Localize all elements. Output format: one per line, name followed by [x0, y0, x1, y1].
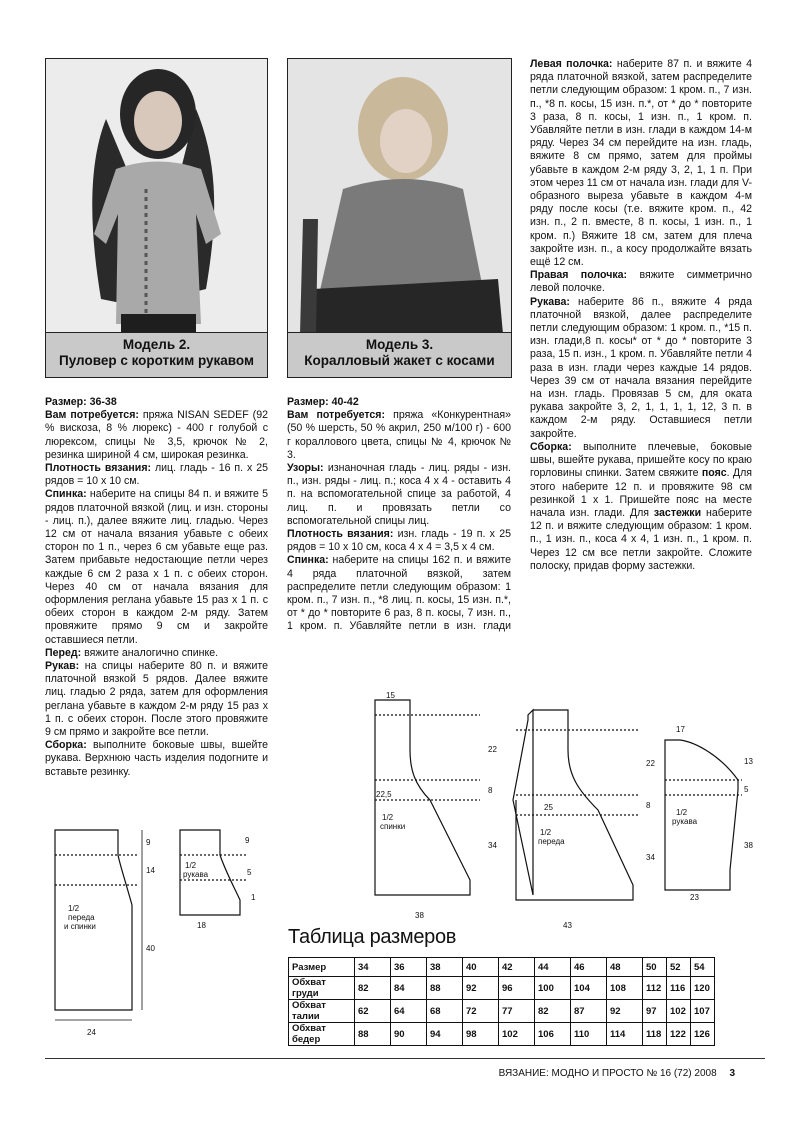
model-3-sleeve-dim-5: 5	[744, 785, 749, 794]
size-table-cell: 82	[355, 977, 391, 1000]
size-table-cell: 92	[463, 977, 499, 1000]
model-3-back-dim-22: 22	[488, 745, 497, 754]
model-2-body-label-1: 1/2	[68, 904, 80, 913]
size-table-cell: 116	[667, 977, 691, 1000]
model-3-assembly-label: Сборка:	[530, 440, 572, 453]
model-3-title: Коралловый жакет с косами	[304, 353, 495, 368]
size-table-header-cell: 38	[427, 958, 463, 977]
model-3-front-dim-8: 8	[646, 801, 651, 810]
model-3-assembly-text-3: наберите 12 п. и вяжите следующим образом: 1 кром. п., 1 изн. п., коса 4 х 4, 1 изн. п., 1 кром. п. Через 12 см все петли закройте. Сложите полоску, придав форму застежки.	[530, 506, 752, 572]
size-table-cell: 82	[535, 1000, 571, 1023]
size-table-cell: 112	[643, 977, 667, 1000]
model-2-need-text: пряжа NISAN SEDEF (92 % вискоза, 8 % люрекс) - 400 г голубой с люрексом, спицы № 3,5, крючок № 2, резинка шириной 4 см, широкая резинка.	[45, 409, 268, 461]
size-table-row-label: Обхват груди	[289, 977, 355, 1000]
size-table-cell: 110	[571, 1023, 607, 1046]
model-2-density-label: Плотность вязания:	[45, 462, 152, 475]
model-3-instructions-part1	[287, 396, 511, 634]
model-2-sleeve-dim-mid: 5	[247, 868, 252, 877]
model-3-front-dim-25: 25	[544, 803, 553, 812]
size-table-cell: 102	[499, 1023, 535, 1046]
size-table-cell: 96	[499, 977, 535, 1000]
size-table-cell: 106	[535, 1023, 571, 1046]
model-3-patterns-text: изнаночная гладь - лиц. ряды - изн. п., изн. ряды - лиц. п.; коса 4 х 4 - оставить 4 п. на вспомогательной спице за работой, 4 лиц. п. и провязать петли со вспомогательной спицы лиц.	[287, 462, 511, 527]
size-table-header-row	[289, 958, 715, 977]
model-3-caption	[287, 333, 512, 378]
size-table-cell: 84	[391, 977, 427, 1000]
size-table-header-cell: 36	[391, 958, 427, 977]
size-table-cell: 118	[643, 1023, 667, 1046]
model-2-density-text: лиц. гладь - 16 п. х 25 рядов = 10 х 10 см.	[45, 462, 268, 488]
size-table-cell: 102	[667, 1000, 691, 1023]
size-table-header-cell: 40	[463, 958, 499, 977]
model-3-back-label-1: 1/2	[382, 813, 394, 822]
model-2-title: Пуловер с коротким рукавом	[59, 353, 254, 368]
model-3-back-label: Спинка:	[287, 554, 329, 567]
model-2-front-label: Перед:	[45, 646, 82, 659]
model-3-density-text: изн. гладь - 19 п. х 25 рядов = 10 х 10 см, коса 4 х 4 = 3,5 х 4 см.	[287, 528, 511, 554]
size-table-cell: 88	[427, 977, 463, 1000]
size-table-cell: 97	[643, 1000, 667, 1023]
size-table-cell: 114	[607, 1023, 643, 1046]
model-2-instructions	[45, 396, 268, 779]
size-table-cell: 98	[463, 1023, 499, 1046]
model-2-sleeve-label: Рукав:	[45, 660, 80, 673]
size-table-cell: 100	[535, 977, 571, 1000]
model-3-left-text: наберите 87 п. и вяжите 4 ряда платочной вязкой, затем распределите петли следующим образом: 1 кром. п., 7 изн. п., *8 п. косы, 15 изн. п.*, от * до * повторите 3 раза, 8 п. косы, 1 изн. п., 1 кром. п. Убавляйте петли в изн. глади в каждом 14-м ряду. Через 34 см перейдите на изн. гладь, вяжите 8 см прямо, затем для проймы убавьте в каждом 2-м ряду 3, 2, 1, 1 п. При этом через 11 см от начала изн. глади для V-образного выреза убавьте в каждом 4-м ряду после косы (т.е. вяжите кром. п., 42 изн. п., 2 п. вместе, 8 п. косы, 1 изн. п., 1 кром. п.) Вяжите 18 см, затем для плеча закройте изн. п., а косу продолжайте вязать ещё 12 см.	[530, 58, 752, 269]
model-2-size: Размер: 36-38	[45, 396, 117, 408]
model-3-clasp-label: застежки	[653, 506, 702, 519]
size-table-header-cell: 46	[571, 958, 607, 977]
model-2-body-dim-width: 24	[87, 1028, 96, 1037]
size-table-header-cell: 42	[499, 958, 535, 977]
model-3-front-dim-43: 43	[563, 921, 572, 930]
size-table-cell: 94	[427, 1023, 463, 1046]
size-table-cell: 120	[691, 977, 715, 1000]
model-3-right-label: Правая полочка:	[530, 269, 628, 282]
size-table-row	[289, 1000, 715, 1023]
model-3-left-label: Левая полочка:	[530, 58, 613, 70]
model-3-size: Размер: 40-42	[287, 396, 359, 408]
model-2-body-dim-mid: 14	[146, 866, 155, 875]
model-2-assembly-label: Сборка:	[45, 739, 87, 752]
model-3-back-dim-top: 15	[386, 691, 395, 700]
size-table-cell: 126	[691, 1023, 715, 1046]
model-3-assembly-text-1: выполните плечевые, боковые швы, вшейте рукава, пришейте косу по краю горловины спинки. Затем свяжите	[530, 440, 752, 480]
magazine-footer	[499, 1068, 735, 1079]
size-table-header-cell: 52	[667, 958, 691, 977]
size-table-cell: 64	[391, 1000, 427, 1023]
magazine-issue: ВЯЗАНИЕ: МОДНО И ПРОСТО № 16 (72) 2008	[498, 1068, 717, 1079]
model-3-photo	[287, 58, 512, 333]
size-table-cell: 62	[355, 1000, 391, 1023]
page-number: 3	[729, 1068, 735, 1079]
size-table-cell: 92	[607, 1000, 643, 1023]
model-2-sleeve-schematic	[175, 825, 265, 940]
model-3-instructions-part2	[530, 58, 752, 573]
model-2-number: Модель 2.	[122, 337, 191, 352]
model-3-back-dim-8: 8	[488, 786, 493, 795]
model-3-sleeve-label: Рукава:	[530, 295, 570, 308]
model-3-front-dim-34: 34	[646, 853, 655, 862]
model-2-sleeve-text: на спицы наберите 80 п. и вяжите платочной вязкой 5 рядов. Далее вяжите лиц. гладью 2 ряда, затем для оформления реглана убавьте в каждом 2-м ряду 15 раз х 1 п. с обеих сторон. После этого провяжите 9 см прямо и закройте все петли.	[45, 660, 268, 739]
size-table-cell: 72	[463, 1000, 499, 1023]
size-table-header-cell: 44	[535, 958, 571, 977]
model-3-sleeve-dim-13: 13	[744, 757, 753, 766]
model-2-body-dim-length: 40	[146, 944, 155, 953]
model-3-belt-label: пояс	[701, 467, 727, 480]
size-table-title: Таблица размеров	[288, 926, 457, 948]
size-table-header-cell: 34	[355, 958, 391, 977]
model-3-front-dim-22: 22	[646, 759, 655, 768]
size-table-row-label: Обхват бедер	[289, 1023, 355, 1046]
footer-rule	[45, 1058, 765, 1059]
model-2-body-dim-top: 9	[146, 838, 151, 847]
model-3-back-dim-225: 22,5	[376, 790, 392, 799]
model-3-patterns-label: Узоры:	[287, 462, 324, 475]
model-2-body-label-2: переда	[68, 913, 95, 922]
model-2-assembly-text: выполните боковые швы, вшейте рукава. Верхнюю часть изделия подогните и вставьте резинку.	[45, 739, 268, 778]
model-2-sleeve-label-1: 1/2	[185, 861, 197, 870]
model-2-caption	[45, 333, 268, 378]
model-3-right-text: вяжите симметрично левой полочке.	[530, 269, 752, 295]
model-3-back-schematic	[370, 690, 510, 930]
model-2-photo	[45, 58, 268, 333]
size-table-cell: 104	[571, 977, 607, 1000]
model-3-back-dim-34: 34	[488, 841, 497, 850]
size-table-header-cell: 50	[643, 958, 667, 977]
model-3-back-label-2: спинки	[380, 822, 406, 831]
size-table-row	[289, 977, 715, 1000]
model-3-sleeve-dim-38: 38	[744, 841, 753, 850]
model-3-front-schematic	[508, 700, 663, 935]
size-table-header-label: Размер	[289, 958, 355, 977]
model-3-assembly-text-2: . Для этого наберите 12 п. и провяжите 98 см резинкой 1 х 1. Пришейте пояс на месте начала изн. глади. Для	[530, 467, 752, 519]
model-3-density-label: Плотность вязания:	[287, 528, 394, 541]
size-table-header-cell: 54	[691, 958, 715, 977]
model-3-sleeve-label-2: рукава	[672, 817, 698, 826]
model-3-back-dim-38: 38	[415, 911, 424, 920]
size-table	[288, 957, 715, 1046]
model-2-body-label-3: и спинки	[64, 922, 96, 931]
model-3-sleeve-dim-17: 17	[676, 725, 685, 734]
model-2-body-schematic	[50, 825, 180, 1050]
model-3-need-label: Вам потребуется:	[287, 409, 386, 422]
size-table-cell: 88	[355, 1023, 391, 1046]
size-table-cell: 108	[607, 977, 643, 1000]
model-2-back-label: Спинка:	[45, 488, 87, 501]
model-3-front-label-1: 1/2	[540, 828, 552, 837]
model-3-back-text: наберите на спицы 162 п. и вяжите 4 ряда платочной вязкой, затем распределите петли следующим образом: 1 кром. п., 7 изн. п., *8 лиц. п. косы, 15 изн. п.*, от * до * повторите 6 раз, 8 п. косы, 7 изн. п., 1 кром. п. Убавляйте петли в изн. глади	[287, 554, 511, 633]
model-3-need-text: пряжа «Конкурентная» (50 % шерсть, 50 % акрил, 250 м/100 г) - 600 г кораллового цвета, спицы № 4, крючок № 3.	[287, 409, 511, 461]
size-table-cell: 87	[571, 1000, 607, 1023]
model-3-sleeve-dim-23: 23	[690, 893, 699, 902]
model-2-sleeve-dim-top: 9	[245, 836, 250, 845]
size-table-row	[289, 1023, 715, 1046]
size-table-cell: 68	[427, 1000, 463, 1023]
size-table-cell: 77	[499, 1000, 535, 1023]
model-2-need-label: Вам потребуется:	[45, 409, 139, 422]
model-2-back-text: наберите на спицы 84 п. и вяжите 5 рядов платочной вязкой (лиц. и изн. стороны - лиц. п.), далее вяжите лиц. гладью. Через 12 см от начала вязания убавьте с обеих сторон по 1 п., через 6 см убавьте еще раз. Затем прибавьте недостающие петли через каждые 6 см 2 раза х 1 п. с обеих сторон. Через 40 см от начала вязания для оформления реглана убавьте 15 раз х 1 п. с обеих сторон в каждом 2-м ряду. Затем провяжите прямо 9 см и закройте оставшиеся петли.	[45, 488, 268, 646]
model-3-front-label-2: переда	[538, 837, 565, 846]
model-2-front-text: вяжите аналогично спинке.	[81, 646, 219, 659]
size-table-cell: 107	[691, 1000, 715, 1023]
model-2-sleeve-label-2: рукава	[183, 870, 209, 879]
model-3-sleeve-label-1: 1/2	[676, 808, 688, 817]
size-table-row-label: Обхват талии	[289, 1000, 355, 1023]
model-2-sleeve-dim-width: 18	[197, 921, 206, 930]
model-3-sleeve-text: наберите 86 п., вяжите 4 ряда платочной вязкой, далее распределите петли следующим образом: 1 кром. п., *15 п. изн. глади,8 п. косы* от * до * повторите 3 раза, 15 п. изн., 1 кром. п. Убавляйте петли 4 раза в изн. глади через каждые 14 рядов. Через 39 см от начала вязания перейдите на изн. гладь. Провязав 5 см, для оката рукава закройте 3, 2, 1, 1, 1, 1, 12, 3 п. в каждом 2-м ряду. Оставшиеся петли закройте.	[530, 295, 752, 440]
size-table-cell: 122	[667, 1023, 691, 1046]
size-table-header-cell: 48	[607, 958, 643, 977]
model-3-number: Модель 3.	[365, 337, 434, 352]
size-table-cell: 90	[391, 1023, 427, 1046]
model-2-sleeve-dim-low: 1	[251, 893, 256, 902]
model-3-sleeve-schematic	[660, 720, 760, 920]
